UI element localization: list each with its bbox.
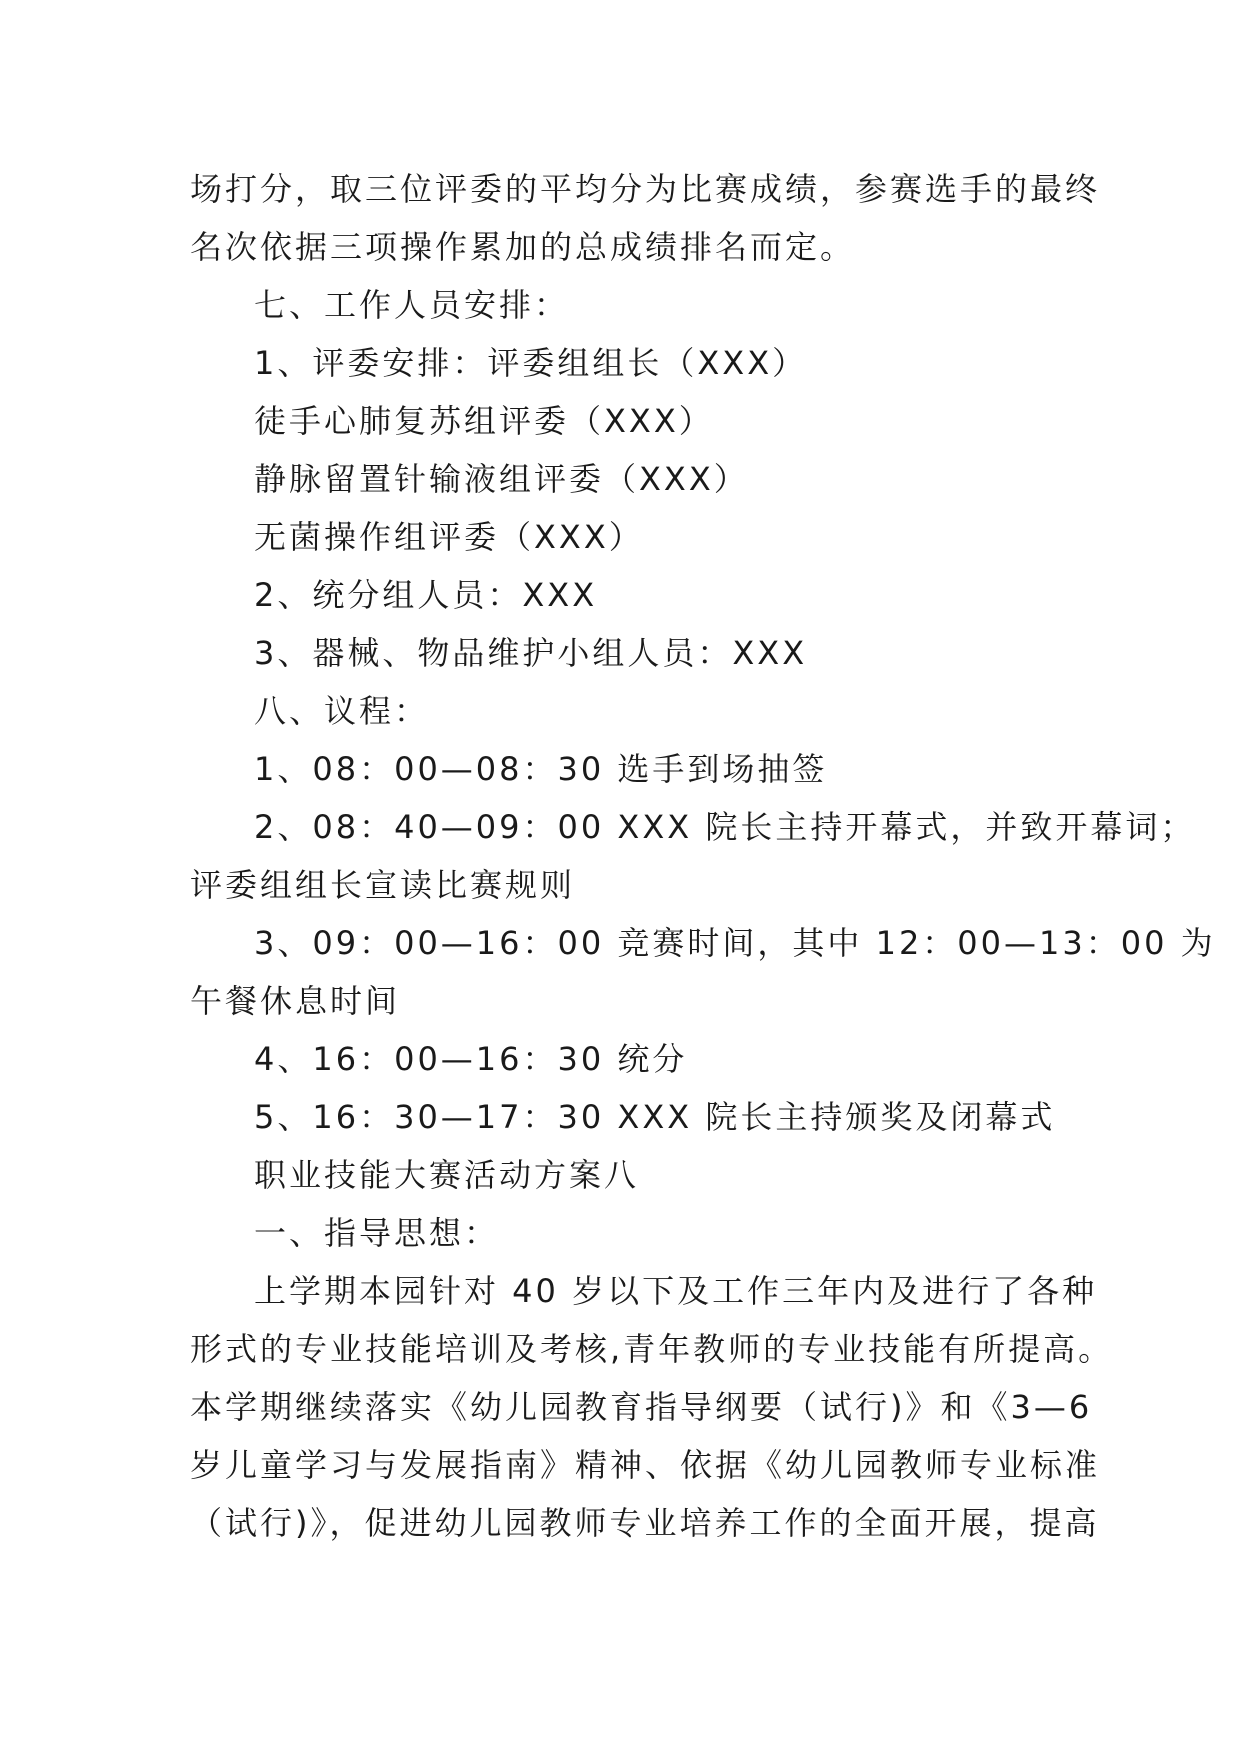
agenda-item-continuation: 午餐休息时间 bbox=[190, 982, 401, 1020]
agenda-item: 4、16：00—16：30 统分 bbox=[254, 1040, 688, 1078]
paragraph-line: 名次依据三项操作累加的总成绩排名而定。 bbox=[190, 228, 856, 266]
paragraph-line: 场打分，取三位评委的平均分为比赛成绩，参赛选手的最终 bbox=[190, 170, 1101, 208]
document-title: 职业技能大赛活动方案八 bbox=[254, 1156, 640, 1194]
list-item: 徒手心肺复苏组评委（XXX） bbox=[254, 402, 714, 440]
paragraph-line: 形式的专业技能培训及考核,青年教师的专业技能有所提高。 bbox=[190, 1330, 1114, 1368]
agenda-item: 1、08：00—08：30 选手到场抽签 bbox=[254, 750, 828, 788]
agenda-item-continuation: 评委组组长宣读比赛规则 bbox=[190, 866, 576, 904]
section-heading: 七、工作人员安排： bbox=[254, 286, 570, 324]
paragraph-line: 岁儿童学习与发展指南》精神、依据《幼儿园教师专业标准 bbox=[190, 1446, 1101, 1484]
section-heading: 一、指导思想： bbox=[254, 1214, 500, 1252]
agenda-item: 3、09：00—16：00 竞赛时间，其中 12：00—13：00 为 bbox=[254, 924, 1216, 962]
paragraph-line: 本学期继续落实《幼儿园教育指导纲要（试行)》和《3—6 bbox=[190, 1388, 1093, 1426]
agenda-item: 5、16：30—17：30 XXX 院长主持颁奖及闭幕式 bbox=[254, 1098, 1056, 1136]
section-heading: 八、议程： bbox=[254, 692, 430, 730]
list-item: 3、器械、物品维护小组人员：XXX bbox=[254, 634, 808, 672]
list-item: 1、评委安排：评委组组长（XXX） bbox=[254, 344, 808, 382]
agenda-item: 2、08：40—09：00 XXX 院长主持开幕式，并致开幕词； bbox=[254, 808, 1196, 846]
list-item: 静脉留置针输液组评委（XXX） bbox=[254, 460, 749, 498]
paragraph-line: （试行)》，促进幼儿园教师专业培养工作的全面开展，提高 bbox=[190, 1504, 1100, 1542]
list-item: 无菌操作组评委（XXX） bbox=[254, 518, 644, 556]
document-body bbox=[190, 160, 1216, 1552]
list-item: 2、统分组人员：XXX bbox=[254, 576, 598, 614]
paragraph-line: 上学期本园针对 40 岁以下及工作三年内及进行了各种 bbox=[254, 1272, 1098, 1310]
